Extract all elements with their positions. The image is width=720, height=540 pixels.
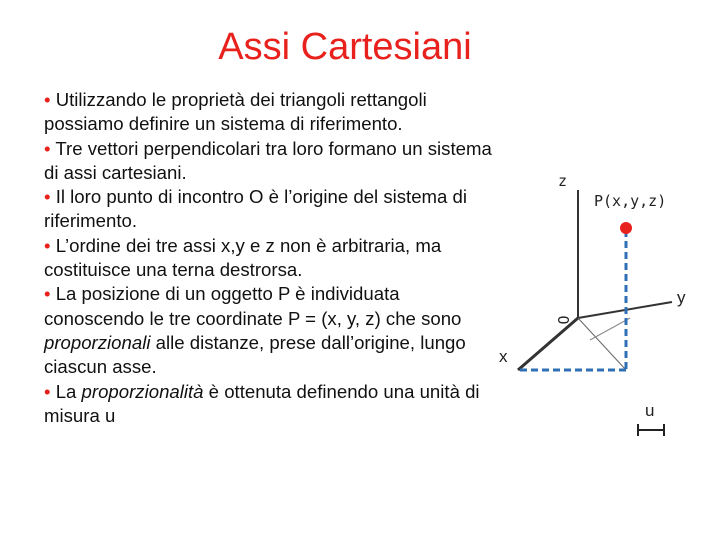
- reference-line: [578, 318, 626, 370]
- reference-line: [590, 318, 630, 340]
- axis-x-line: [518, 318, 578, 370]
- bullet-dot: •: [44, 137, 51, 159]
- unit-marker: [638, 424, 664, 436]
- bullet-dot: •: [44, 186, 51, 208]
- bullet-text: Utilizzando le proprietà dei triangoli rettangoli possiamo definire un sistema di riferimento.: [44, 89, 427, 135]
- bullet-text: alle distanze, prese dall’origine, lungo ciascun asse.: [44, 331, 466, 378]
- bullet-dot: •: [44, 89, 51, 110]
- bullet-text: La: [55, 380, 82, 402]
- bullet-text: La posizione di un oggetto P è individuata conoscendo le tre coordinate P = (x, y, z) che sono: [44, 283, 462, 329]
- bullet-dot: •: [44, 234, 51, 256]
- bullet-emphasis: proporzionali: [44, 331, 151, 353]
- slide-title: Assi Cartesiani: [218, 26, 472, 68]
- axis-z-label: z: [558, 172, 568, 190]
- point-p-marker: [620, 222, 632, 234]
- bullet-dot: •: [44, 380, 51, 402]
- bullet-text: L’ordine dei tre assi x,y e z non è arbitraria, ma costituisce una terna destrorsa.: [44, 234, 442, 281]
- axis-x-label: x: [499, 347, 508, 366]
- bullet-dot: •: [44, 283, 51, 305]
- bullet-text: Tre vettori perpendicolari tra loro formano un sistema di assi cartesiani.: [44, 137, 492, 183]
- bullet-text: è ottenuta definendo una unità di misura u: [44, 380, 480, 426]
- bullet-emphasis: proporzionalità: [81, 380, 204, 402]
- origin-label: O: [555, 315, 573, 325]
- bullet-text: Il loro punto di incontro O è l’origine del sistema di riferimento.: [44, 186, 468, 232]
- axis-y-label: y: [677, 288, 686, 307]
- point-p-label: P(x,y,z): [594, 192, 667, 210]
- unit-label: u: [645, 401, 655, 420]
